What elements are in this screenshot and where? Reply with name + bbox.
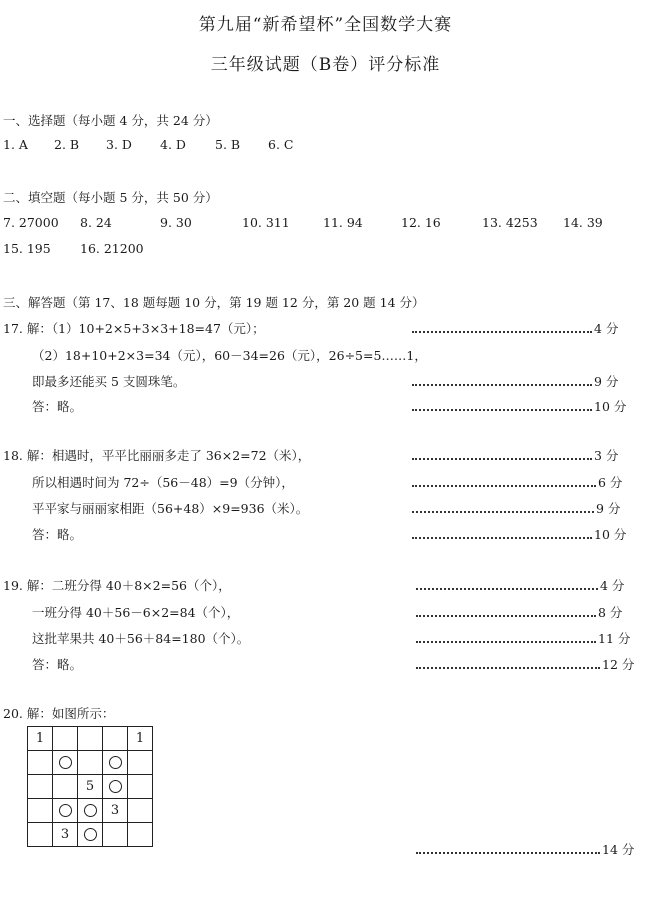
q17-score: 9 分 (412, 372, 618, 390)
s2-answer: 9. 30 (160, 215, 192, 230)
q17-line: （2）18+10+2×3=34（元），60－34=26（元），26÷5=5……1， (32, 348, 427, 363)
circle-mark (59, 804, 72, 817)
q19-line: 19. 解：二班分得 40＋8×2=56（个）， (3, 578, 231, 593)
circle-mark (84, 828, 97, 841)
s2-answer: 10. 311 (242, 215, 290, 230)
s1-answer: 1. A (3, 137, 28, 152)
grid-cell (103, 823, 128, 847)
grid-cell (103, 775, 128, 799)
s2-answer: 12. 16 (401, 215, 441, 230)
grid-cell (78, 799, 103, 823)
q19-score: 12 分 (416, 655, 634, 673)
s2-answer: 14. 39 (563, 215, 603, 230)
grid-cell (128, 799, 153, 823)
q17-line: 答：略。 (32, 399, 83, 414)
circle-mark (109, 780, 122, 793)
s1-answer: 6. C (268, 137, 294, 152)
grid-cell (53, 727, 78, 751)
s1-answer: 4. D (160, 137, 186, 152)
grid-cell: 3 (103, 799, 128, 823)
s2-answer: 16. 21200 (80, 241, 144, 256)
grid-row (28, 799, 153, 823)
s2-answer: 13. 4253 (482, 215, 538, 230)
grid-cell (53, 775, 78, 799)
s2-answer: 8. 24 (80, 215, 112, 230)
s2-answer: 15. 195 (3, 241, 51, 256)
grid-row (28, 823, 153, 847)
grid-row (28, 727, 153, 751)
grid-cell (28, 799, 53, 823)
q19-line: 一班分得 40＋56－6×2=84（个）， (32, 605, 240, 620)
q18-score: 10 分 (412, 525, 626, 543)
grid-cell: 1 (28, 727, 53, 751)
grid-cell (128, 751, 153, 775)
q19-score: 11 分 (416, 629, 630, 647)
grid-cell (53, 751, 78, 775)
exam-subtitle: 三年级试题（B卷）评分标准 (210, 55, 441, 75)
exam-title: 第九届“新希望杯”全国数学大赛 (198, 15, 453, 35)
q18-line: 所以相遇时间为 72÷（56－48）=9（分钟）， (32, 475, 294, 490)
q17-line: 17. 解：（1）10+2×5+3×3+18=47（元）； (3, 321, 265, 336)
q18-score: 3 分 (412, 446, 618, 464)
q17-line: 即最多还能买 5 支圆珠笔。 (32, 374, 186, 389)
grid-cell: 3 (53, 823, 78, 847)
section3-heading: 三、解答题（第 17、18 题每题 10 分，第 19 题 12 分，第 20 题 14 分） (3, 295, 425, 310)
answer-grid (27, 726, 153, 847)
grid-row (28, 751, 153, 775)
s2-answer: 11. 94 (323, 215, 363, 230)
grid-cell (53, 799, 78, 823)
grid-row (28, 775, 153, 799)
circle-mark (84, 804, 97, 817)
grid-cell (128, 775, 153, 799)
grid-cell (103, 751, 128, 775)
grid-cell (128, 823, 153, 847)
q18-line: 答：略。 (32, 527, 83, 542)
q17-score: 10 分 (412, 397, 626, 415)
s1-answer: 5. B (215, 137, 241, 152)
grid-cell: 5 (78, 775, 103, 799)
q20-line: 20. 解：如图所示： (3, 706, 115, 721)
q19-line: 这批苹果共 40＋56＋84=180（个）。 (32, 631, 250, 646)
grid-cell (28, 775, 53, 799)
q18-score: 6 分 (412, 473, 622, 491)
grid-cell (78, 727, 103, 751)
circle-mark (59, 756, 72, 769)
grid-cell (103, 727, 128, 751)
grid-cell (28, 823, 53, 847)
section2-heading: 二、填空题（每小题 5 分，共 50 分） (3, 190, 218, 205)
q19-score: 8 分 (416, 603, 622, 621)
q19-line: 答：略。 (32, 657, 83, 672)
s1-answer: 3. D (106, 137, 132, 152)
grid-cell (78, 751, 103, 775)
s2-answer: 7. 27000 (3, 215, 59, 230)
q17-score: 4 分 (412, 319, 618, 337)
grid-cell (28, 751, 53, 775)
circle-mark (109, 756, 122, 769)
q20-score: 14 分 (416, 840, 634, 858)
q18-line: 平平家与丽丽家相距（56+48）×9=936（米）。 (32, 501, 309, 516)
s1-answer: 2. B (54, 137, 80, 152)
section1-heading: 一、选择题（每小题 4 分，共 24 分） (3, 113, 218, 128)
grid-cell (78, 823, 103, 847)
grid-cell: 1 (128, 727, 153, 751)
q19-score: 4 分 (416, 576, 624, 594)
q18-score: 9 分 (412, 499, 620, 517)
q18-line: 18. 解：相遇时，平平比丽丽多走了 36×2=72（米）， (3, 448, 311, 463)
